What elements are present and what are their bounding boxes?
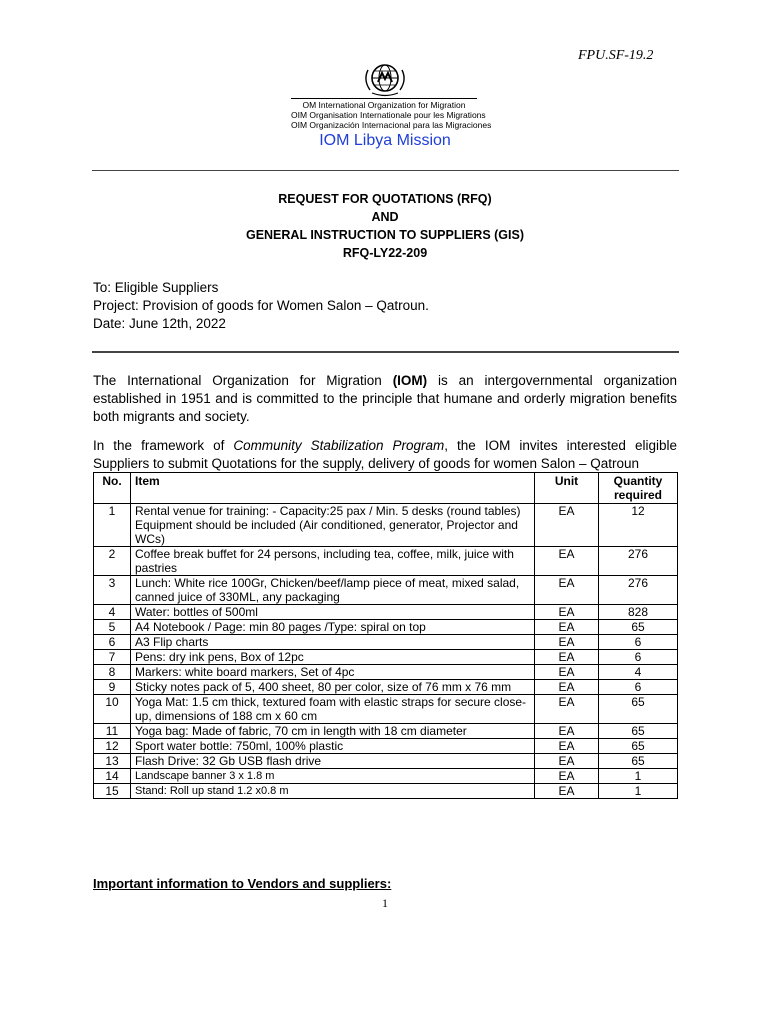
row-qty: 276 xyxy=(599,576,678,605)
row-unit: EA xyxy=(535,754,599,769)
project: Project: Provision of goods for Women Salon – Qatroun. xyxy=(93,298,429,313)
intro-paragraph xyxy=(93,372,677,426)
framework-paragraph xyxy=(93,437,677,473)
form-reference: FPU.SF-19.2 xyxy=(578,48,654,63)
row-item: Coffee break buffet for 24 persons, including tea, coffee, milk, juice with pastries xyxy=(131,547,535,576)
row-unit: EA xyxy=(535,547,599,576)
intro-text: The International Organization for Migration xyxy=(93,373,393,388)
table-row xyxy=(94,665,678,680)
logo-divider xyxy=(291,98,477,99)
row-qty: 828 xyxy=(599,605,678,620)
framework-text: In the framework of xyxy=(93,438,234,453)
row-no: 8 xyxy=(94,665,131,680)
intro-text-cont: is an intergovernmental organization established in 1951 and is committed to the principle that humane and orderly migration benefits both migrants and society. xyxy=(93,373,677,424)
row-item: Sticky notes pack of 5, 400 sheet, 80 per color, size of 76 mm x 76 mm xyxy=(131,680,535,695)
row-no: 7 xyxy=(94,650,131,665)
table-row xyxy=(94,724,678,739)
row-no: 14 xyxy=(94,769,131,784)
table-row xyxy=(94,547,678,576)
rfq-number: RFQ-LY22-209 xyxy=(342,246,428,260)
row-no: 11 xyxy=(94,724,131,739)
table-row xyxy=(94,784,678,799)
row-no: 12 xyxy=(94,739,131,754)
org-name-es: OIM Organización Internacional para las Migraciones xyxy=(291,120,492,130)
row-item: Pens: dry ink pens, Box of 12pc xyxy=(131,650,535,665)
row-item: Stand: Roll up stand 1.2 x0.8 m xyxy=(131,784,535,799)
row-unit: EA xyxy=(535,576,599,605)
table-row xyxy=(94,576,678,605)
row-qty: 6 xyxy=(599,680,678,695)
table-row xyxy=(94,620,678,635)
row-item: Rental venue for training: - Capacity:25 pax / Min. 5 desks (round tables) Equipment should be included (Air conditioned, generator, Projector and WCs) xyxy=(131,504,535,547)
row-qty: 1 xyxy=(599,784,678,799)
row-qty: 1 xyxy=(599,769,678,784)
row-unit: EA xyxy=(535,784,599,799)
row-qty: 12 xyxy=(599,504,678,547)
row-unit: EA xyxy=(535,680,599,695)
framework-text-cont: , the IOM invites interested eligible Suppliers to submit Quotations for the supply, delivery of goods for women Salon – Qatroun xyxy=(93,438,677,471)
table-row xyxy=(94,504,678,547)
row-unit: EA xyxy=(535,769,599,784)
row-no: 9 xyxy=(94,680,131,695)
table-row xyxy=(94,650,678,665)
row-qty: 4 xyxy=(599,665,678,680)
table-row xyxy=(94,680,678,695)
row-qty: 6 xyxy=(599,650,678,665)
row-item: Lunch: White rice 100Gr, Chicken/beef/lamp piece of meat, mixed salad, canned juice of 330ML, any packaging xyxy=(131,576,535,605)
row-unit: EA xyxy=(535,665,599,680)
col-header-no: No. xyxy=(94,473,131,504)
row-qty: 65 xyxy=(599,754,678,769)
row-item: A3 Flip charts xyxy=(131,635,535,650)
page-number: 1 xyxy=(382,896,388,910)
row-no: 6 xyxy=(94,635,131,650)
row-item: Markers: white board markers, Set of 4pc xyxy=(131,665,535,680)
doc-title-line2: AND xyxy=(371,210,399,224)
table-row xyxy=(94,605,678,620)
row-unit: EA xyxy=(535,504,599,547)
row-no: 10 xyxy=(94,695,131,724)
recipient: To: Eligible Suppliers xyxy=(93,280,219,295)
row-unit: EA xyxy=(535,635,599,650)
row-no: 2 xyxy=(94,547,131,576)
iom-abbrev: (IOM) xyxy=(392,373,428,388)
row-no: 4 xyxy=(94,605,131,620)
program-name: Community Stabilization Program xyxy=(233,438,445,453)
mission-title: IOM Libya Mission xyxy=(319,132,451,149)
org-name-en: OM International Organization for Migration xyxy=(302,100,466,110)
table-row xyxy=(94,635,678,650)
table-row xyxy=(94,754,678,769)
row-qty: 276 xyxy=(599,547,678,576)
row-item: A4 Notebook / Page: min 80 pages /Type: spiral on top xyxy=(131,620,535,635)
important-info-heading: Important information to Vendors and suppliers: xyxy=(93,876,392,891)
row-item: Landscape banner 3 x 1.8 m xyxy=(131,769,535,784)
row-unit: EA xyxy=(535,724,599,739)
col-header-item: Item xyxy=(131,473,535,504)
col-header-unit: Unit xyxy=(535,473,599,504)
row-item: Water: bottles of 500ml xyxy=(131,605,535,620)
row-qty: 65 xyxy=(599,724,678,739)
doc-title-line3: GENERAL INSTRUCTION TO SUPPLIERS (GIS) xyxy=(245,228,525,242)
row-unit: EA xyxy=(535,650,599,665)
header-divider xyxy=(92,170,679,171)
row-item: Sport water bottle: 750ml, 100% plastic xyxy=(131,739,535,754)
row-item: Yoga Mat: 1.5 cm thick, textured foam with elastic straps for secure close-up, dimensions of 188 cm x 60 cm xyxy=(131,695,535,724)
table-row xyxy=(94,695,678,724)
date: Date: June 12th, 2022 xyxy=(93,316,226,331)
meta-divider xyxy=(92,351,679,353)
row-no: 1 xyxy=(94,504,131,547)
row-qty: 65 xyxy=(599,695,678,724)
table-row xyxy=(94,769,678,784)
table-row xyxy=(94,739,678,754)
row-item: Yoga bag: Made of fabric, 70 cm in length with 18 cm diameter xyxy=(131,724,535,739)
row-qty: 6 xyxy=(599,635,678,650)
row-unit: EA xyxy=(535,620,599,635)
col-header-qty: Quantity required xyxy=(599,473,678,504)
org-name-fr: OIM Organisation Internationale pour les Migrations xyxy=(291,110,486,120)
table-header-row xyxy=(94,473,678,504)
row-qty: 65 xyxy=(599,739,678,754)
doc-title-line1: REQUEST FOR QUOTATIONS (RFQ) xyxy=(278,192,492,206)
row-no: 5 xyxy=(94,620,131,635)
row-no: 3 xyxy=(94,576,131,605)
row-unit: EA xyxy=(535,605,599,620)
iom-logo-icon xyxy=(360,60,410,98)
row-item: Flash Drive: 32 Gb USB flash drive xyxy=(131,754,535,769)
row-qty: 65 xyxy=(599,620,678,635)
items-table xyxy=(93,472,678,799)
row-unit: EA xyxy=(535,739,599,754)
row-no: 13 xyxy=(94,754,131,769)
row-no: 15 xyxy=(94,784,131,799)
row-unit: EA xyxy=(535,695,599,724)
